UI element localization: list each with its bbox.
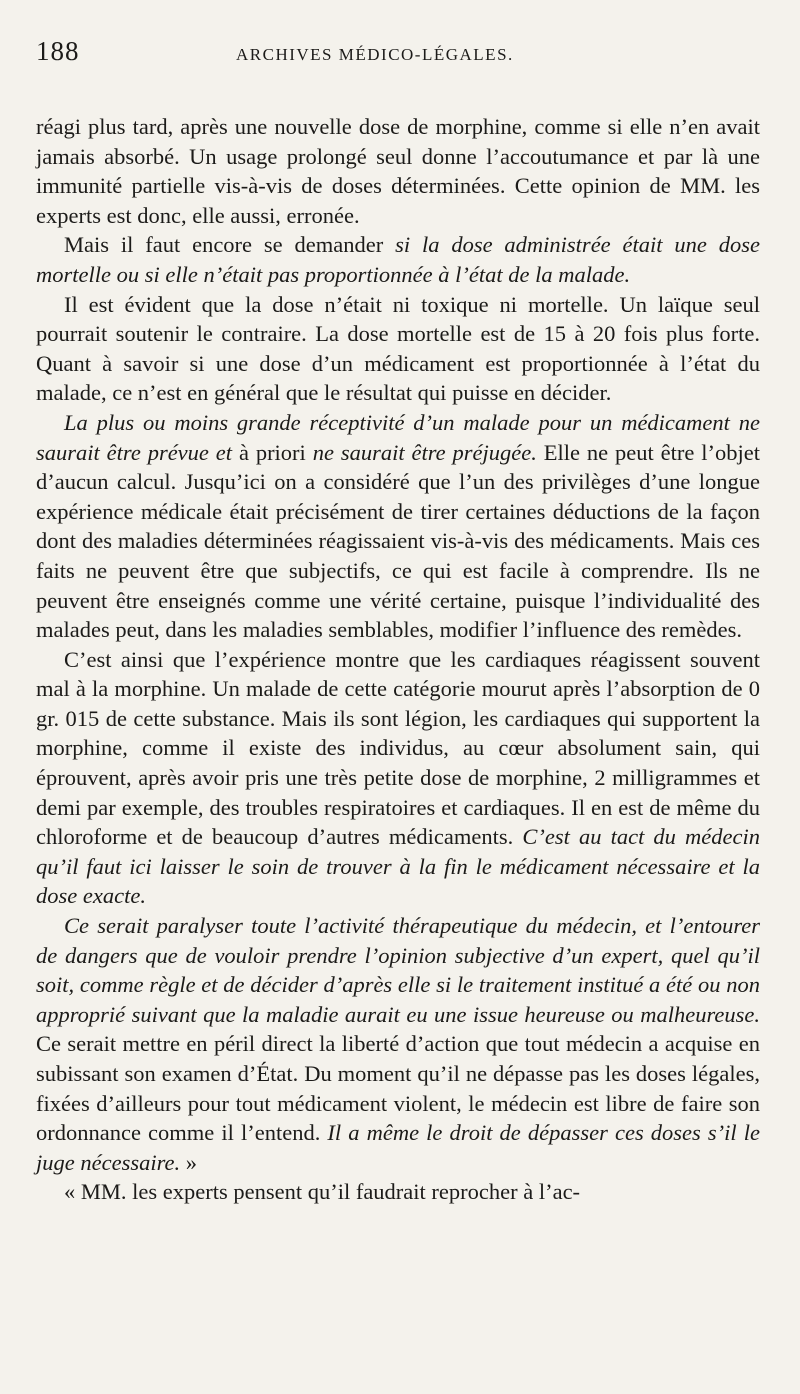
italic-text: si la dose administrée était une dose mortelle ou si elle n’était pas proportionnée à l’état de la malade. xyxy=(36,232,760,287)
page-number: 188 xyxy=(36,36,80,66)
page-header xyxy=(36,36,760,76)
text-run: Mais il faut encore se demander xyxy=(64,232,396,258)
text-run: » xyxy=(180,1149,197,1175)
text-run: réagi plus tard, après une nouvelle dose de morphine, comme si elle n’en avait jamais absorbé. Un usage prolongé seul donne l’accoutumance et par là une immunité partielle vis-à-vis de doses déterminées. Cette opinion de MM. les experts est donc, elle aussi, erronée. xyxy=(36,114,760,228)
italic-text: C’est au tact du médecin qu’il faut ici laisser le soin de trouver à la fin le médicament nécessaire et la dose exacte. xyxy=(36,824,760,909)
paragraph xyxy=(36,408,760,645)
text-run: Ce serait mettre en péril direct la liberté d’action que tout médecin a acquise en subissant son examen d’État. Du moment qu’il ne dépasse pas les doses légales, fixées d’ailleurs pour tout médicament violent, le médecin est libre de faire son ordonnance comme il l’entend. xyxy=(36,1031,760,1146)
italic-text: ne saurait être préjugée. xyxy=(312,439,537,465)
text-run: Elle ne peut être l’objet d’aucun calcul. Jusqu’ici on a considéré que l’un des privilèges d’une longue expérience médicale était précisément de tirer certaines déductions de la façon dont des maladies déterminées réagissaient vis-à-vis des médicaments. Mais ces faits ne peuvent être que subjectifs, ce qui est facile à comprendre. Ils ne peuvent être enseignés comme une vérité certaine, puisque l’individualité des malades peut, dans les maladies semblables, modifier l’influence des remèdes. xyxy=(36,439,760,643)
text-run: C’est ainsi que l’expérience montre que les cardiaques réagissent souvent mal à la morphine. Un malade de cette catégorie mourut après l’absorption de 0 gr. 015 de cette substance. Mais ils sont légion, les cardiaques qui supportent la morphine, comme il existe des individus, au cœur absolument sain, qui éprouvent, après avoir pris une très petite dose de morphine, 2 milligrammes et demi par exemple, des troubles respiratoires et cardiaques. Il en est de même du chloroforme et de beaucoup d’autres médicaments. xyxy=(36,646,760,850)
text-run: Il est évident que la dose n’était ni toxique ni mortelle. Un laïque seul pourrait soutenir le contraire. La dose mortelle est de 15 à 20 fois plus forte. Quant à savoir si une dose d’un médicament est proportionnée à l’état du malade, ce n’est en général que le résultat qui puisse en décider. xyxy=(36,291,760,406)
paragraph xyxy=(36,1177,760,1207)
paragraph xyxy=(36,645,760,911)
body-text xyxy=(36,112,760,1207)
paragraph xyxy=(36,290,760,408)
text-run: à priori xyxy=(232,439,313,465)
paragraph xyxy=(36,112,760,230)
running-title: ARCHIVES MÉDICO-LÉGALES. xyxy=(236,45,514,64)
text-run: « MM. les experts pensent qu’il faudrait reprocher à l’ac- xyxy=(64,1179,581,1205)
paragraph xyxy=(36,230,760,289)
italic-text: Il a même le droit de dépasser ces doses s’il le juge nécessaire. xyxy=(36,1120,760,1175)
italic-text: La plus ou moins grande réceptivité d’un malade pour un médicament ne saurait être prévue et xyxy=(36,409,760,465)
paragraph xyxy=(36,911,760,1177)
italic-text: Ce serait paralyser toute l’activité thérapeutique du médecin, et l’entourer de dangers que de vouloir prendre l’opinion subjective d’un expert, quel qu’il soit, comme règle et de décider d’après elle si le traitement institué a été ou non approprié suivant que la maladie aurait eu une issue heureuse ou malheureuse. xyxy=(36,913,760,1027)
